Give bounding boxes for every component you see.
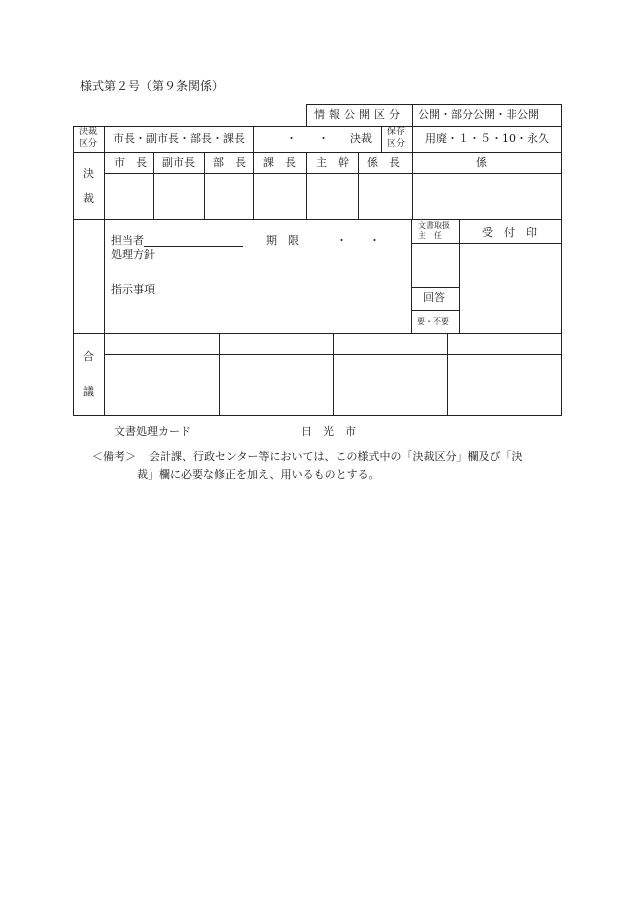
kigen-label: 期 限 (266, 234, 299, 247)
kubun-label-line1: 決裁 (79, 127, 98, 137)
card-name: 文書処理カード (114, 425, 191, 438)
kigen-dot-2: ・ (369, 234, 380, 247)
kubun-label-line2: 区分 (79, 139, 98, 149)
kessai-date-label: 決裁 (350, 132, 372, 145)
receipt-stamp-label: 受 付 印 (482, 226, 537, 239)
position-vice-mayor: 副市長 (162, 156, 195, 169)
instructions-label: 指示事項 (111, 283, 155, 296)
position-director: 部 長 (213, 156, 246, 169)
date-dot-2: ・ (318, 132, 329, 145)
gougi-side-label-2: 議 (83, 385, 94, 398)
hozon-options: 用廃・１・５・10・永久 (425, 132, 549, 145)
tantousha-underline (144, 246, 243, 247)
gougi-side-label-1: 合 (83, 350, 94, 363)
position-chief-officer: 主 幹 (316, 156, 349, 169)
position-subsection-chief: 係 長 (367, 156, 400, 169)
doc-handler-label-1: 文書取扱 (418, 221, 450, 230)
reply-label: 回答 (423, 291, 445, 304)
date-dot-1: ・ (286, 132, 297, 145)
remarks-line-1: 会計課、行政センター等においては、この様式中の「決裁区分」欄及び「決 (149, 450, 523, 463)
doc-handler-label-2: 主 任 (418, 231, 442, 240)
info-disclosure-label: 情報公開区分 (314, 108, 404, 121)
kessai-side-label-1: 決 (83, 167, 94, 180)
form-title: 様式第２号（第９条関係） (80, 79, 225, 93)
kigen-dot-1: ・ (336, 234, 347, 247)
remarks-label: ＜備考＞ (92, 450, 136, 463)
policy-label: 処理方針 (111, 248, 155, 261)
remarks-line-2: 裁」欄に必要な修正を加え、用いるものとする。 (137, 468, 380, 481)
city-name: 日 光 市 (301, 425, 356, 438)
position-staff: 係 (476, 156, 487, 169)
info-disclosure-options: 公開・部分公開・非公開 (418, 108, 539, 121)
position-section-chief: 課 長 (263, 156, 296, 169)
hozon-label-line2: 区分 (387, 139, 406, 149)
kessai-side-label-2: 裁 (83, 192, 94, 205)
hozon-label-line1: 保存 (387, 127, 406, 137)
kessai-kubun-options: 市長・副市長・部長・課長 (113, 132, 245, 145)
position-mayor: 市 長 (114, 156, 147, 169)
reply-options: 要・不要 (417, 317, 449, 326)
tantousha-label: 担当者 (111, 234, 144, 247)
